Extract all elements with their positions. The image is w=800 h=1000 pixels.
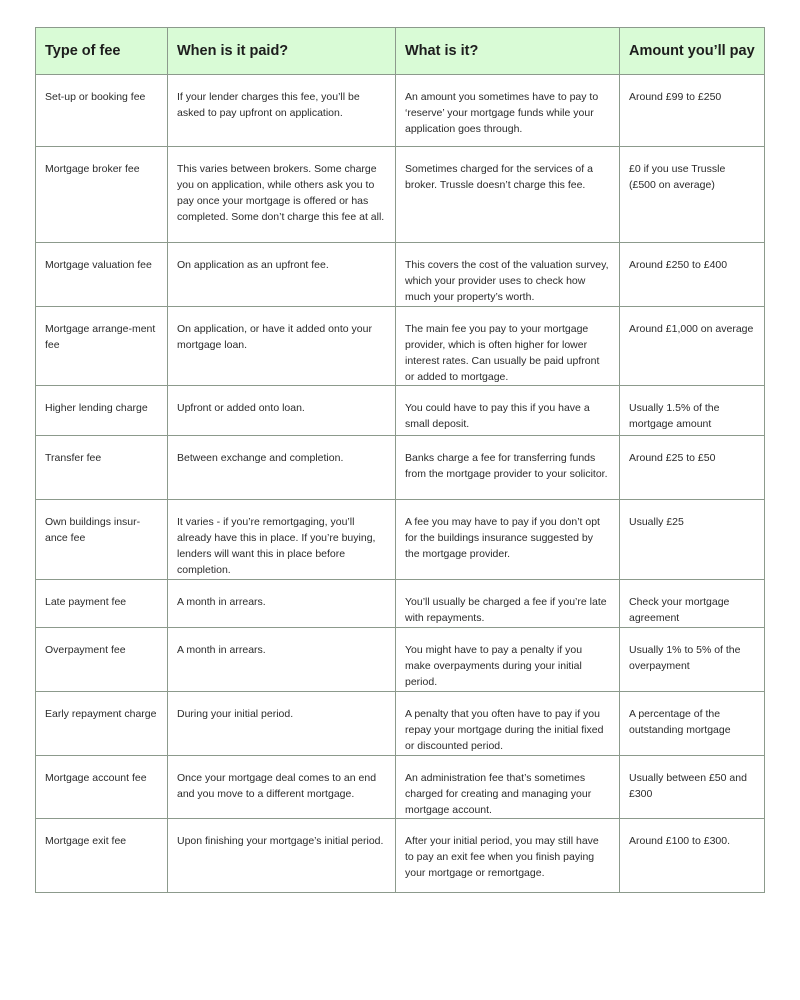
amount-cell: Around £25 to £50	[620, 436, 765, 500]
amount-cell: Usually 1.5% of the mortgage amount	[620, 386, 765, 436]
when-paid-cell: A month in arrears.	[168, 580, 396, 628]
fee-type-cell: Mortgage account fee	[36, 756, 168, 819]
description-cell: You could have to pay this if you have a small deposit.	[396, 386, 620, 436]
table-row	[36, 500, 765, 580]
when-paid-cell: Upon finishing your mortgage’s initial period.	[168, 819, 396, 893]
when-paid-cell: On application as an upfront fee.	[168, 243, 396, 307]
description-cell: An amount you sometimes have to pay to ‘reserve’ your mortgage funds while your application goes through.	[396, 75, 620, 147]
amount-cell: Usually £25	[620, 500, 765, 580]
header-amount: Amount you’ll pay	[620, 28, 765, 75]
fee-type-cell: Early repayment charge	[36, 692, 168, 756]
table-row	[36, 580, 765, 628]
fee-type-cell: Mortgage arrange-ment fee	[36, 307, 168, 386]
description-cell: An administration fee that’s sometimes charged for creating and managing your mortgage account.	[396, 756, 620, 819]
when-paid-cell: A month in arrears.	[168, 628, 396, 692]
description-cell: A fee you may have to pay if you don’t opt for the buildings insurance suggested by the mortgage provider.	[396, 500, 620, 580]
description-cell: After your initial period, you may still have to pay an exit fee when you finish paying your mortgage or remortgage.	[396, 819, 620, 893]
header-what-is-it: What is it?	[396, 28, 620, 75]
when-paid-cell: Once your mortgage deal comes to an end and you move to a different mortgage.	[168, 756, 396, 819]
header-when-paid: When is it paid?	[168, 28, 396, 75]
fee-type-cell: Overpayment fee	[36, 628, 168, 692]
amount-cell: Usually between £50 and £300	[620, 756, 765, 819]
description-cell: The main fee you pay to your mortgage provider, which is often higher for lower interest rates. Can usually be paid upfront or added to mortgage.	[396, 307, 620, 386]
table-row	[36, 243, 765, 307]
fee-type-cell: Transfer fee	[36, 436, 168, 500]
amount-cell: £0 if you use Trussle (£500 on average)	[620, 147, 765, 243]
table-row	[36, 386, 765, 436]
when-paid-cell: If your lender charges this fee, you’ll be asked to pay upfront on application.	[168, 75, 396, 147]
amount-cell: Check your mortgage agreement	[620, 580, 765, 628]
table-row	[36, 756, 765, 819]
description-cell: You’ll usually be charged a fee if you’re late with repayments.	[396, 580, 620, 628]
description-cell: Banks charge a fee for transferring funds from the mortgage provider to your solicitor.	[396, 436, 620, 500]
table-body	[36, 75, 765, 893]
table-row	[36, 628, 765, 692]
description-cell: Sometimes charged for the services of a broker. Trussle doesn’t charge this fee.	[396, 147, 620, 243]
description-cell: A penalty that you often have to pay if you repay your mortgage during the initial fixed or discounted period.	[396, 692, 620, 756]
when-paid-cell: This varies between brokers. Some charge you on application, while others ask you to pay once your mortgage is offered or has completed. Some don’t charge this fee at all.	[168, 147, 396, 243]
amount-cell: Usually 1% to 5% of the overpayment	[620, 628, 765, 692]
table-row	[36, 436, 765, 500]
amount-cell: A percentage of the outstanding mortgage	[620, 692, 765, 756]
fee-type-cell: Mortgage broker fee	[36, 147, 168, 243]
table-row	[36, 692, 765, 756]
fee-type-cell: Mortgage exit fee	[36, 819, 168, 893]
amount-cell: Around £250 to £400	[620, 243, 765, 307]
when-paid-cell: During your initial period.	[168, 692, 396, 756]
mortgage-fees-table	[35, 27, 765, 893]
amount-cell: Around £1,000 on average	[620, 307, 765, 386]
fee-type-cell: Mortgage valuation fee	[36, 243, 168, 307]
fee-type-cell: Late payment fee	[36, 580, 168, 628]
table-row	[36, 147, 765, 243]
fee-type-cell: Higher lending charge	[36, 386, 168, 436]
fee-type-cell: Set-up or booking fee	[36, 75, 168, 147]
table-row	[36, 819, 765, 893]
description-cell: This covers the cost of the valuation survey, which your provider uses to check how much your property’s worth.	[396, 243, 620, 307]
amount-cell: Around £99 to £250	[620, 75, 765, 147]
when-paid-cell: On application, or have it added onto your mortgage loan.	[168, 307, 396, 386]
when-paid-cell: It varies - if you’re remortgaging, you’ll already have this in place. If you’re buying, lenders will want this in place before completion.	[168, 500, 396, 580]
table-row	[36, 75, 765, 147]
amount-cell: Around £100 to £300.	[620, 819, 765, 893]
description-cell: You might have to pay a penalty if you make overpayments during your initial period.	[396, 628, 620, 692]
table-row	[36, 307, 765, 386]
table-header-row	[36, 28, 765, 75]
header-type-of-fee: Type of fee	[36, 28, 168, 75]
when-paid-cell: Between exchange and completion.	[168, 436, 396, 500]
when-paid-cell: Upfront or added onto loan.	[168, 386, 396, 436]
fee-type-cell: Own buildings insur-ance fee	[36, 500, 168, 580]
